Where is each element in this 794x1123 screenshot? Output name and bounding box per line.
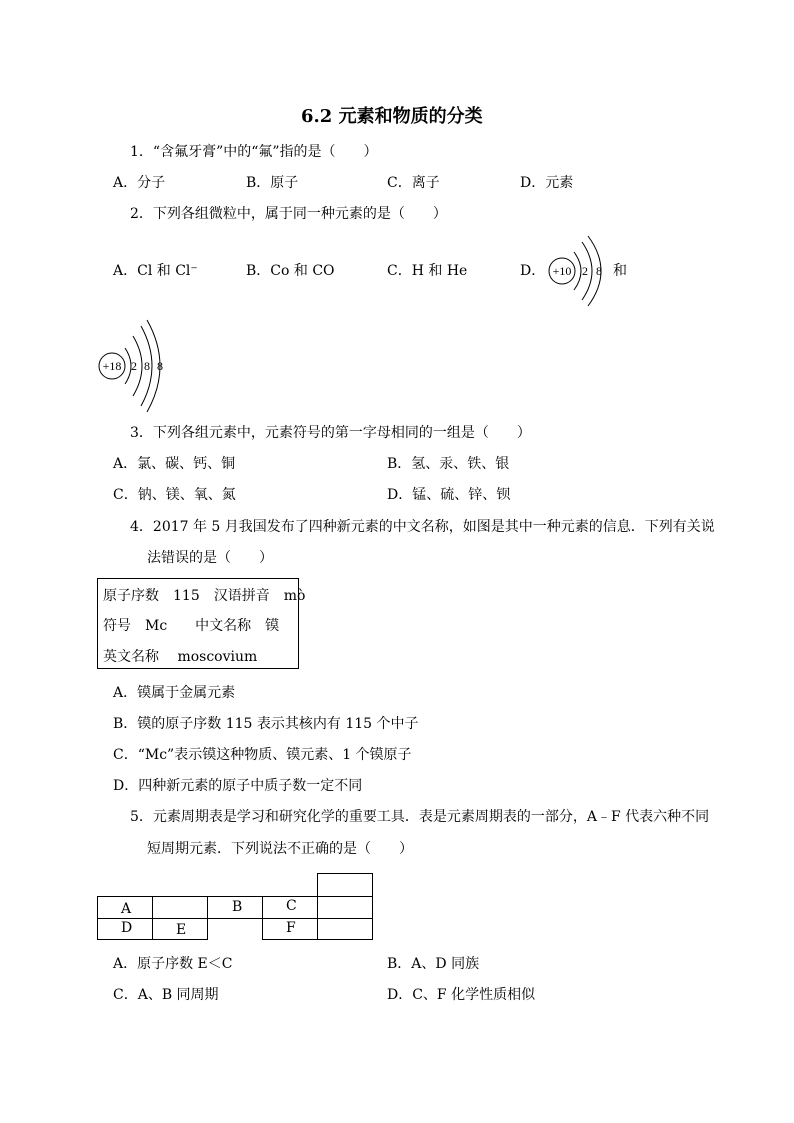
shell-electrons: 8 — [144, 359, 150, 373]
q3-option-d: D．锰、硫、锌、钡 — [387, 487, 511, 503]
q1-option-c: C．离子 — [387, 175, 440, 191]
nucleus-charge: +18 — [102, 359, 122, 373]
question-1-stem: 1．“含氟牙膏”中的“氟”指的是（ ） — [130, 144, 378, 160]
q3-option-a: A．氯、碳、钙、铜 — [113, 456, 236, 472]
pt-cell-b: B — [232, 899, 243, 915]
q2-option-d: D． — [520, 263, 546, 279]
q1-option-a: A．分子 — [113, 175, 166, 191]
question-5-stem-line1: 5．元素周期表是学习和研究化学的重要工具．表是元素周期表的一部分，A﹣F 代表六种不同 — [130, 809, 710, 825]
q4-option-b: B．镆的原子序数 115 表示其核内有 115 个中子 — [113, 716, 419, 732]
question-4-stem-line2: 法错误的是（ ） — [147, 550, 273, 566]
pt-cell-f: F — [286, 920, 296, 936]
q3-option-b: B．氢、汞、铁、银 — [387, 456, 510, 472]
nucleus-charge: +10 — [552, 264, 572, 278]
q1-option-d: D．元素 — [520, 175, 574, 191]
shell-electrons: 2 — [582, 264, 588, 278]
element-info-row-2: 符号 Mc 中文名称 镆 — [103, 618, 280, 634]
pt-cell-d: D — [121, 920, 133, 936]
q4-option-a: A．镆属于金属元素 — [113, 685, 236, 701]
q5-option-d: D．C、F 化学性质相似 — [387, 987, 536, 1003]
question-4-stem-line1: 4．2017 年 5 月我国发布了四种新元素的中文名称，如图是其中一种元素的信息．下列有关说 — [130, 519, 715, 535]
shell-electrons: 8 — [596, 264, 602, 278]
element-info-row-1: 原子序数 115 汉语拼音 mò — [103, 588, 306, 604]
periodic-table-fragment — [97, 873, 374, 941]
pt-cell-a: A — [121, 901, 132, 917]
pt-cell-c: C — [286, 898, 297, 914]
q5-option-c: C．A、B 同周期 — [113, 987, 219, 1003]
shell-electrons: 2 — [131, 359, 137, 373]
question-2-stem: 2．下列各组微粒中，属于同一种元素的是（ ） — [130, 206, 447, 222]
q1-option-b: B．原子 — [246, 175, 299, 191]
q4-option-c: C．“Mc”表示镆这种物质、镆元素、1 个镆原子 — [113, 747, 412, 763]
q2-and-text: 和 — [613, 263, 627, 279]
q2-option-b: B．Co 和 CO — [246, 263, 335, 279]
q5-option-b: B．A、D 同族 — [387, 956, 480, 972]
pt-cell-e: E — [176, 922, 187, 938]
atom-structure-diagram-neon — [540, 234, 620, 308]
element-info-row-3: 英文名称 moscovium — [103, 649, 258, 665]
question-5-stem-line2: 短周期元素．下列说法不正确的是（ ） — [147, 841, 413, 857]
q5-option-a: A．原子序数 E＜C — [113, 956, 233, 972]
question-3-stem: 3．下列各组元素中，元素符号的第一字母相同的一组是（ ） — [130, 425, 531, 441]
q4-option-d: D．四种新元素的原子中质子数一定不同 — [113, 778, 363, 794]
q2-option-a: A．Cl 和 Cl⁻ — [113, 263, 198, 279]
q3-option-c: C．钠、镁、氧、氮 — [113, 487, 236, 503]
q2-option-c: C．H 和 He — [387, 263, 468, 279]
element-info-box — [97, 578, 306, 669]
page-title: 6.2 元素和物质的分类 — [301, 106, 483, 127]
shell-electrons: 8 — [157, 359, 163, 373]
atom-structure-diagram-argon — [95, 318, 175, 414]
